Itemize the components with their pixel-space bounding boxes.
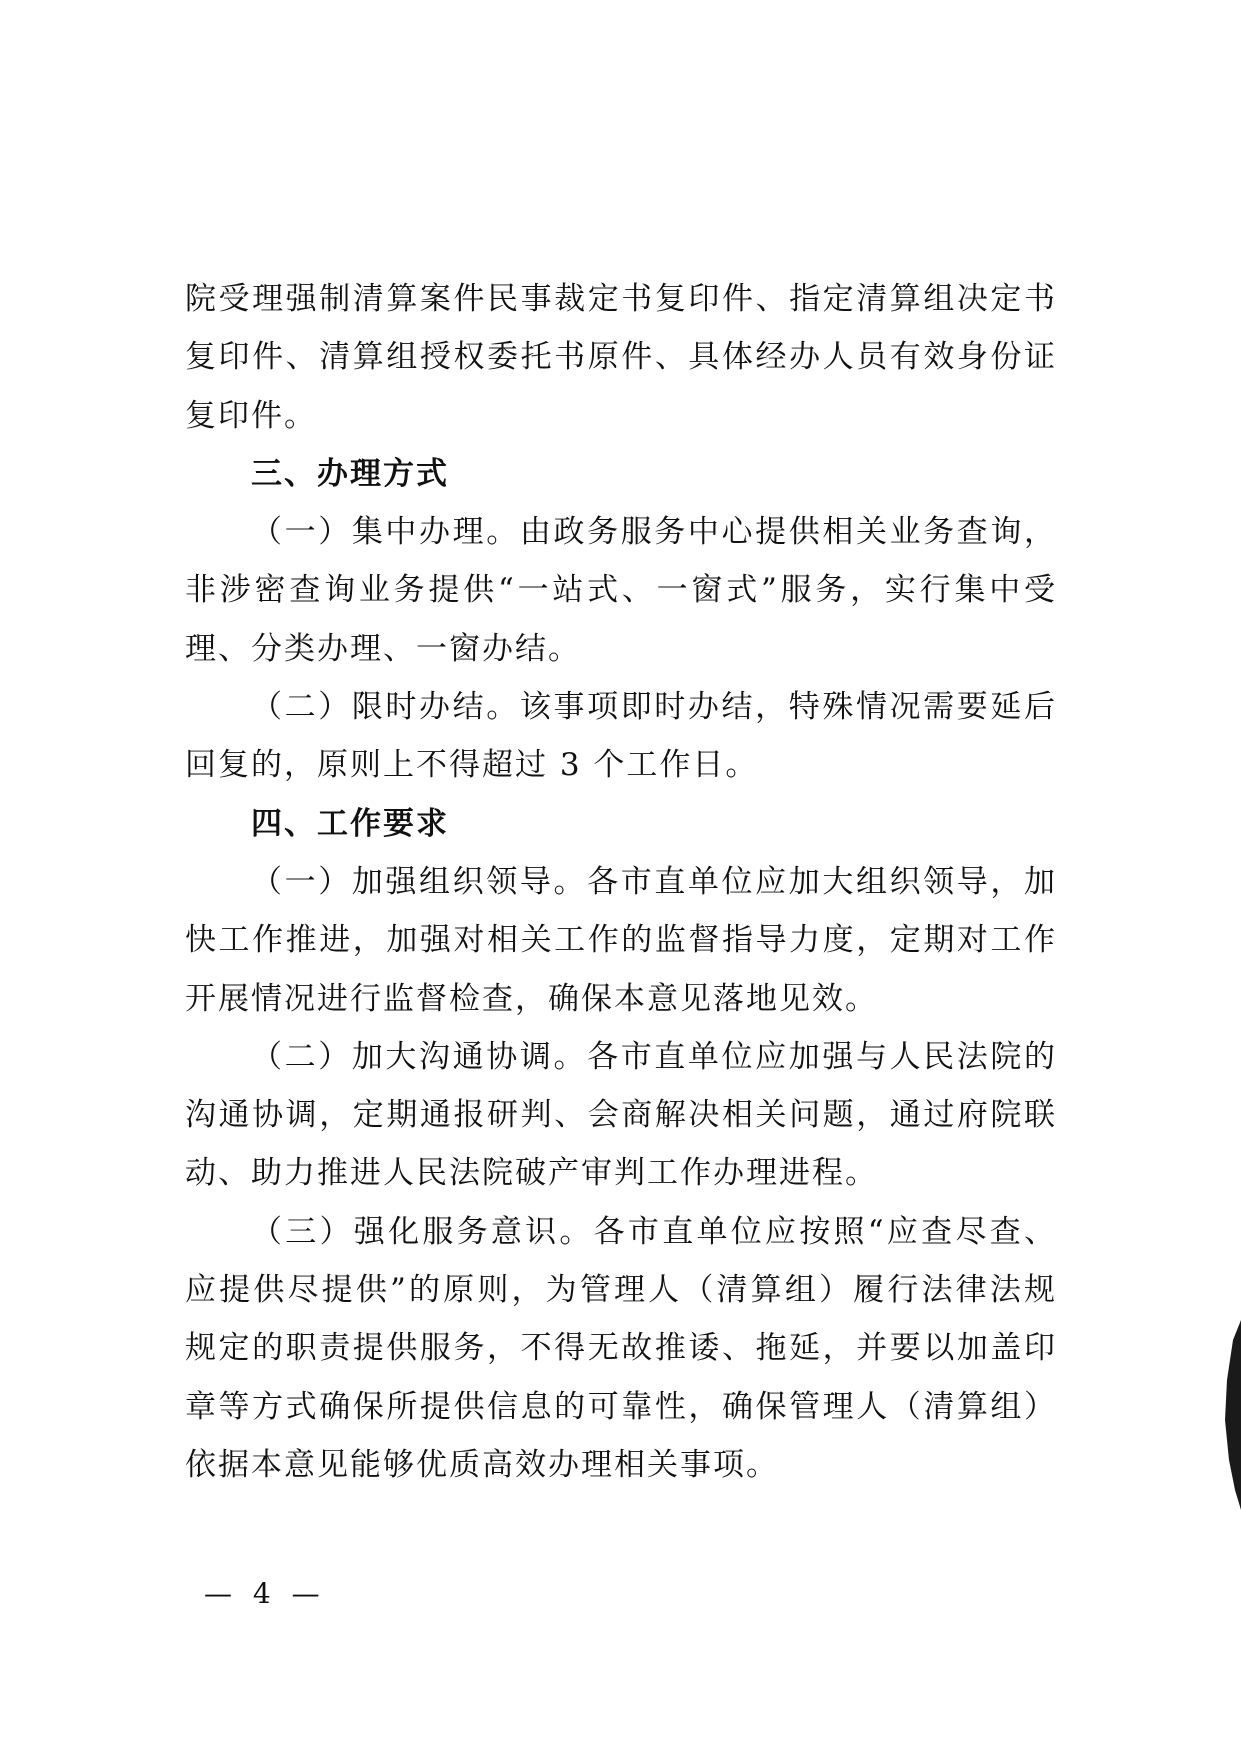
section-heading-3: 三、办理方式 <box>251 455 449 492</box>
page-number: — 4 — <box>204 1577 326 1610</box>
paragraph-centralized-handling: （一）集中办理。由政务服务中心提供相关业务查询，非涉密查询业务提供“一站式、一窗式”服务，实行集中受理、分类办理、一窗办结。 <box>185 514 1057 667</box>
paragraph-coordination: （二）加大沟通协调。各市直单位应加强与人民法院的沟通协调，定期通报研判、会商解决相关问题，通过府院联动、助力推进人民法院破产审判工作办理进程。 <box>185 1038 1057 1192</box>
paragraph-time-limit: （二）限时办结。该事项即时办结，特殊情况需要延后回复的，原则上不得超过 3 个工作日。 <box>185 689 1057 784</box>
paragraph-leadership: （一）加强组织领导。各市直单位应加大组织领导，加快工作推进，加强对相关工作的监督指导力度，定期对工作开展情况进行监督检查，确保本意见落地见效。 <box>185 863 1057 1017</box>
paragraph-service-awareness: （三）强化服务意识。各市直单位应按照“应查尽查、应提供尽提供”的原则，为管理人（清算组）履行法律法规规定的职责提供服务，不得无故推诿、拖延，并要以加盖印章等方式确保所提供信息的可靠性，确保管理人（清算组）依据本意见能够优质高效办理相关事项。 <box>185 1213 1057 1483</box>
scan-edge-mark <box>1219 1320 1241 1510</box>
paragraph-continuation: 院受理强制清算案件民事裁定书复印件、指定清算组决定书复印件、清算组授权委托书原件、具体经办人员有效身份证复印件。 <box>185 281 1057 434</box>
section-heading-4: 四、工作要求 <box>251 805 449 842</box>
document-body <box>185 270 1057 1494</box>
